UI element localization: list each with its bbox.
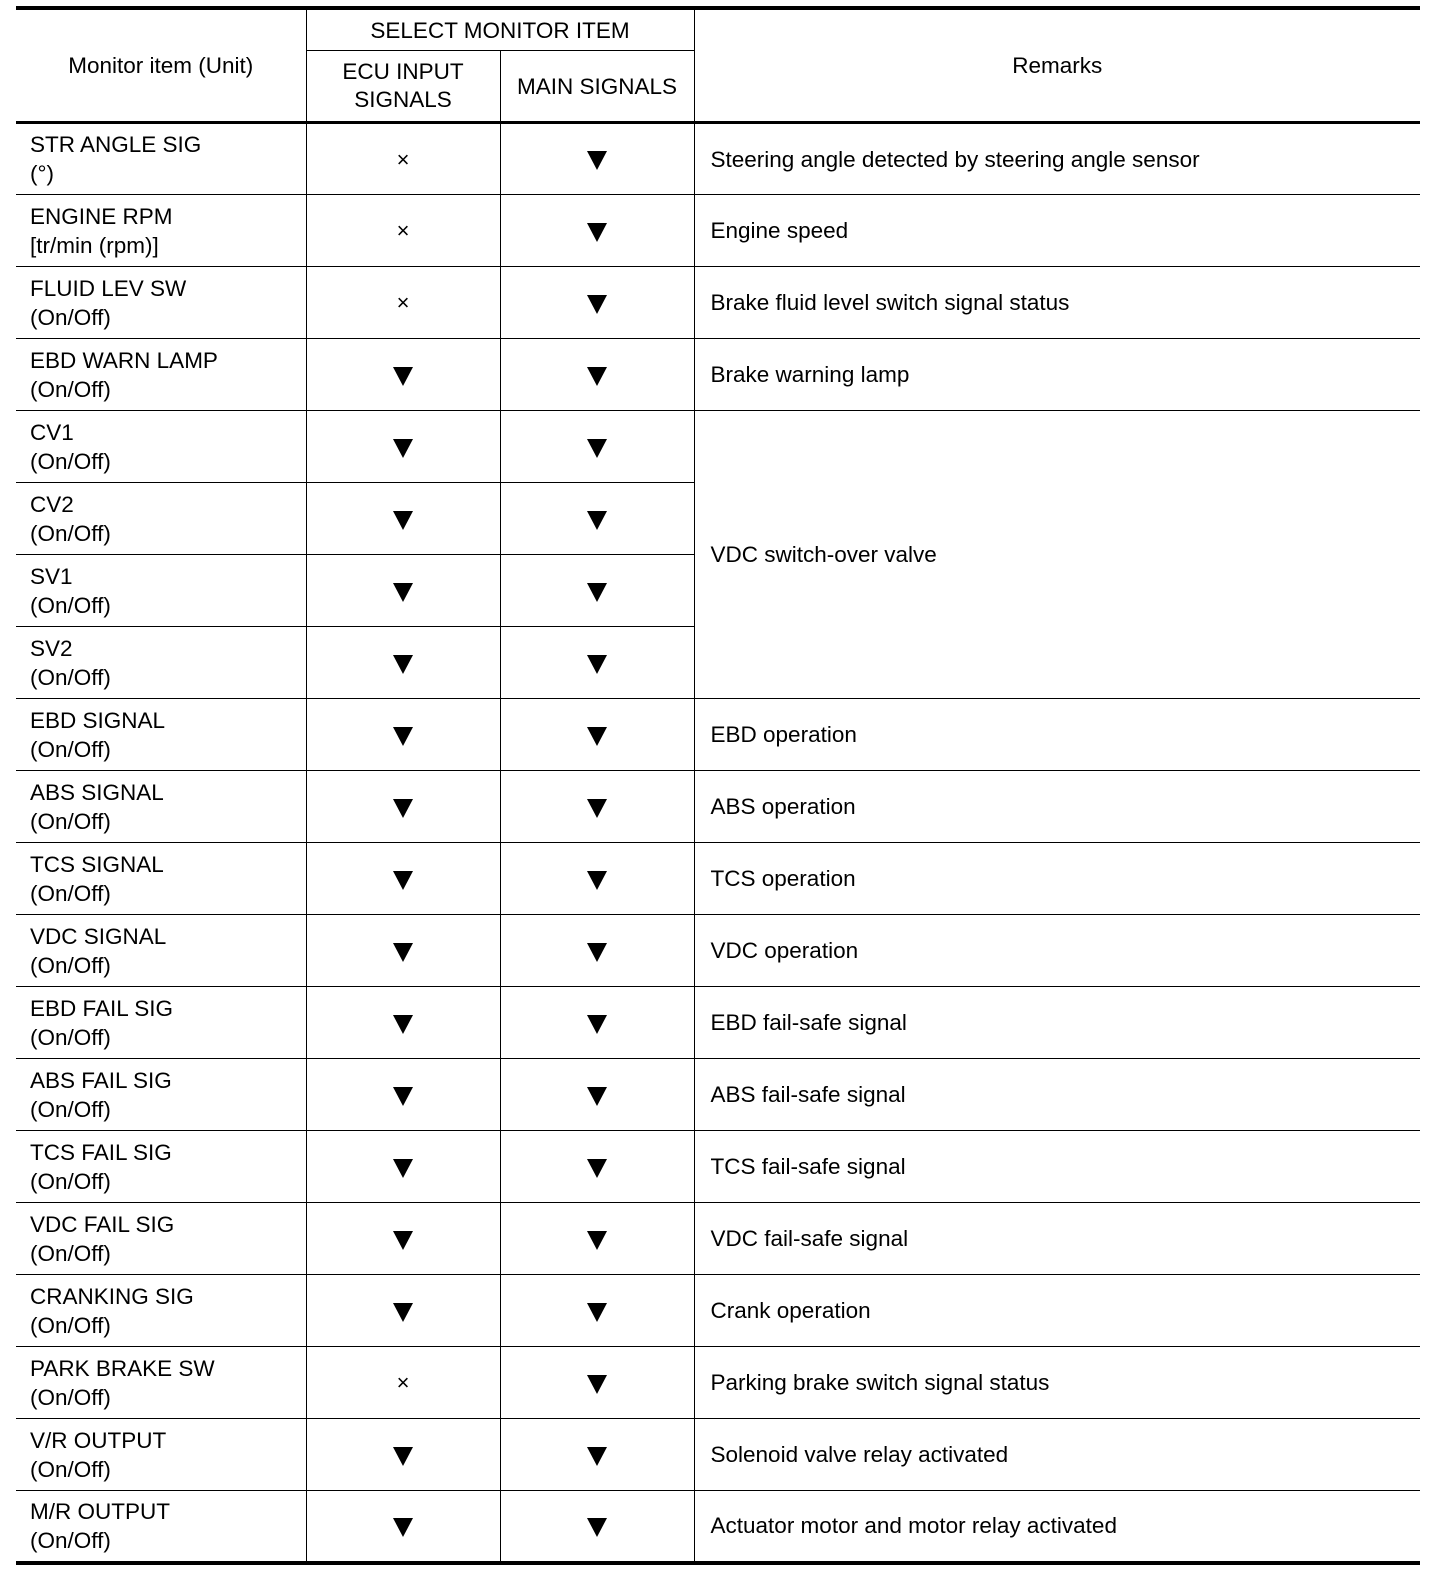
monitor-item-unit: (On/Off): [30, 520, 111, 546]
selected-triangle-icon: [587, 1159, 607, 1178]
ecu-input-mark-cell: [306, 123, 500, 195]
remark-cell: VDC switch-over valve: [694, 411, 1420, 699]
selected-triangle-icon: [587, 439, 607, 458]
selected-triangle-icon: [587, 1375, 607, 1394]
monitor-item-name: ENGINE RPM: [30, 203, 173, 229]
selected-triangle-icon: [587, 727, 607, 746]
table-row: [16, 123, 1420, 195]
monitor-item-name: EBD WARN LAMP: [30, 347, 218, 373]
ecu-input-mark-cell: [306, 411, 500, 483]
table-body: [16, 123, 1420, 1563]
table-row: [16, 843, 1420, 915]
monitor-item-unit: (On/Off): [30, 1240, 111, 1266]
selected-triangle-icon: [587, 655, 607, 674]
ecu-input-mark-cell: [306, 1275, 500, 1347]
main-signals-mark-cell: [500, 123, 694, 195]
monitor-item-cell: [16, 915, 306, 987]
selected-triangle-icon: [393, 1231, 413, 1250]
monitor-item-name: CRANKING SIG: [30, 1283, 194, 1309]
header-monitor-item: Monitor item (Unit): [16, 8, 306, 123]
table-row: [16, 1419, 1420, 1491]
monitor-item-table: [16, 6, 1420, 1565]
monitor-item-unit: (On/Off): [30, 448, 111, 474]
remark-cell: Crank operation: [694, 1275, 1420, 1347]
monitor-item-name: FLUID LEV SW: [30, 275, 187, 301]
monitor-item-unit: (On/Off): [30, 1384, 111, 1410]
main-signals-mark-cell: [500, 411, 694, 483]
remark-cell: Parking brake switch signal status: [694, 1347, 1420, 1419]
main-signals-mark-cell: [500, 699, 694, 771]
ecu-input-mark-cell: [306, 843, 500, 915]
monitor-item-cell: [16, 123, 306, 195]
ecu-input-mark-cell: [306, 1131, 500, 1203]
remark-cell: Solenoid valve relay activated: [694, 1419, 1420, 1491]
monitor-item-unit: (On/Off): [30, 880, 111, 906]
table-row: [16, 1131, 1420, 1203]
main-signals-mark-cell: [500, 1059, 694, 1131]
header-remarks: Remarks: [694, 8, 1420, 123]
selected-triangle-icon: [393, 1015, 413, 1034]
selected-triangle-icon: [587, 583, 607, 602]
remark-cell: VDC operation: [694, 915, 1420, 987]
remark-cell: Steering angle detected by steering angle sensor: [694, 123, 1420, 195]
ecu-input-mark-cell: [306, 483, 500, 555]
main-signals-mark-cell: [500, 1419, 694, 1491]
table-header-row: [16, 8, 1420, 51]
table-row: [16, 411, 1420, 483]
monitor-item-unit: (°): [30, 161, 54, 186]
main-signals-mark-cell: [500, 915, 694, 987]
remark-cell: Engine speed: [694, 195, 1420, 267]
main-signals-mark-cell: [500, 1131, 694, 1203]
remark-cell: EBD fail-safe signal: [694, 987, 1420, 1059]
selected-triangle-icon: [393, 655, 413, 674]
table-row: [16, 987, 1420, 1059]
main-signals-mark-cell: [500, 339, 694, 411]
remark-cell: ABS operation: [694, 771, 1420, 843]
header-ecu-input-signals: ECU INPUT SIGNALS: [306, 51, 500, 123]
ecu-input-mark-cell: [306, 771, 500, 843]
selected-triangle-icon: [587, 1231, 607, 1250]
monitor-item-name: EBD FAIL SIG: [30, 995, 173, 1021]
selected-triangle-icon: [587, 151, 607, 170]
table-row: [16, 195, 1420, 267]
monitor-item-cell: [16, 195, 306, 267]
selected-triangle-icon: [587, 1303, 607, 1322]
ecu-input-mark-cell: [306, 1203, 500, 1275]
monitor-item-name: PARK BRAKE SW: [30, 1355, 215, 1381]
monitor-item-name: VDC FAIL SIG: [30, 1211, 175, 1237]
monitor-item-name: SV2: [30, 635, 73, 661]
monitor-item-unit: (On/Off): [30, 1312, 111, 1338]
monitor-item-unit: (On/Off): [30, 736, 111, 762]
main-signals-mark-cell: [500, 627, 694, 699]
selected-triangle-icon: [393, 799, 413, 818]
selected-triangle-icon: [587, 1518, 607, 1537]
table-row: [16, 1491, 1420, 1563]
monitor-item-cell: [16, 1059, 306, 1131]
ecu-input-mark-cell: [306, 267, 500, 339]
monitor-item-name: VDC SIGNAL: [30, 923, 167, 949]
monitor-item-cell: [16, 411, 306, 483]
monitor-item-unit: (On/Off): [30, 1024, 111, 1050]
remark-cell: ABS fail-safe signal: [694, 1059, 1420, 1131]
monitor-item-cell: [16, 627, 306, 699]
table-row: [16, 339, 1420, 411]
monitor-item-cell: [16, 843, 306, 915]
selected-triangle-icon: [587, 1087, 607, 1106]
ecu-input-mark-cell: [306, 915, 500, 987]
monitor-item-unit: (On/Off): [30, 1456, 111, 1482]
ecu-input-mark-cell: [306, 1419, 500, 1491]
monitor-item-cell: [16, 1347, 306, 1419]
monitor-item-name: CV2: [30, 491, 74, 517]
selected-triangle-icon: [393, 1518, 413, 1537]
monitor-item-unit: (On/Off): [30, 1096, 111, 1122]
monitor-item-unit: (On/Off): [30, 808, 111, 834]
table-row: [16, 1347, 1420, 1419]
monitor-item-cell: [16, 987, 306, 1059]
header-main-signals: MAIN SIGNALS: [500, 51, 694, 123]
monitor-item-unit: (On/Off): [30, 376, 111, 402]
monitor-item-unit: (On/Off): [30, 952, 111, 978]
monitor-item-name: EBD SIGNAL: [30, 707, 166, 733]
table-row: [16, 915, 1420, 987]
monitor-item-name: ABS SIGNAL: [30, 779, 164, 805]
selected-triangle-icon: [393, 1447, 413, 1466]
selected-triangle-icon: [393, 367, 413, 386]
table-row: [16, 1059, 1420, 1131]
selected-triangle-icon: [393, 583, 413, 602]
main-signals-mark-cell: [500, 1347, 694, 1419]
selected-triangle-icon: [587, 799, 607, 818]
not-applicable-cross-icon: ×: [396, 1370, 410, 1395]
remark-cell: EBD operation: [694, 699, 1420, 771]
selected-triangle-icon: [587, 1015, 607, 1034]
main-signals-mark-cell: [500, 843, 694, 915]
main-signals-mark-cell: [500, 1275, 694, 1347]
remark-cell: VDC fail-safe signal: [694, 1203, 1420, 1275]
table-row: [16, 1203, 1420, 1275]
selected-triangle-icon: [393, 943, 413, 962]
header-select-monitor-item: SELECT MONITOR ITEM: [306, 8, 694, 51]
not-applicable-cross-icon: ×: [396, 290, 410, 315]
main-signals-mark-cell: [500, 555, 694, 627]
main-signals-mark-cell: [500, 1203, 694, 1275]
selected-triangle-icon: [393, 1303, 413, 1322]
selected-triangle-icon: [587, 367, 607, 386]
ecu-input-mark-cell: [306, 339, 500, 411]
monitor-item-cell: [16, 699, 306, 771]
monitor-item-name: SV1: [30, 563, 73, 589]
remark-cell: Brake fluid level switch signal status: [694, 267, 1420, 339]
monitor-item-name: V/R OUTPUT: [30, 1427, 167, 1453]
monitor-item-cell: [16, 339, 306, 411]
selected-triangle-icon: [587, 1447, 607, 1466]
monitor-item-name: TCS SIGNAL: [30, 851, 164, 877]
selected-triangle-icon: [393, 727, 413, 746]
table-row: [16, 771, 1420, 843]
remark-cell: Brake warning lamp: [694, 339, 1420, 411]
monitor-item-cell: [16, 483, 306, 555]
monitor-item-name: STR ANGLE SIG: [30, 132, 202, 157]
monitor-item-cell: [16, 555, 306, 627]
ecu-input-mark-cell: [306, 555, 500, 627]
ecu-input-mark-cell: [306, 699, 500, 771]
monitor-item-cell: [16, 1491, 306, 1563]
selected-triangle-icon: [587, 511, 607, 530]
selected-triangle-icon: [393, 439, 413, 458]
table-row: [16, 699, 1420, 771]
selected-triangle-icon: [587, 871, 607, 890]
selected-triangle-icon: [393, 1159, 413, 1178]
main-signals-mark-cell: [500, 267, 694, 339]
main-signals-mark-cell: [500, 483, 694, 555]
monitor-item-unit: (On/Off): [30, 664, 111, 690]
monitor-item-unit: (On/Off): [30, 592, 111, 618]
monitor-item-unit: [tr/min (rpm)]: [30, 232, 159, 258]
main-signals-mark-cell: [500, 771, 694, 843]
main-signals-mark-cell: [500, 1491, 694, 1563]
remark-cell: TCS fail-safe signal: [694, 1131, 1420, 1203]
ecu-input-mark-cell: [306, 1059, 500, 1131]
main-signals-mark-cell: [500, 195, 694, 267]
monitor-item-cell: [16, 1275, 306, 1347]
table-row: [16, 267, 1420, 339]
ecu-input-mark-cell: [306, 987, 500, 1059]
selected-triangle-icon: [393, 871, 413, 890]
monitor-item-cell: [16, 1131, 306, 1203]
ecu-input-mark-cell: [306, 1347, 500, 1419]
selected-triangle-icon: [587, 295, 607, 314]
selected-triangle-icon: [393, 1087, 413, 1106]
table-row: [16, 1275, 1420, 1347]
ecu-input-mark-cell: [306, 1491, 500, 1563]
selected-triangle-icon: [393, 511, 413, 530]
monitor-item-cell: [16, 1419, 306, 1491]
monitor-item-name: M/R OUTPUT: [30, 1498, 170, 1524]
ecu-input-mark-cell: [306, 195, 500, 267]
ecu-input-mark-cell: [306, 627, 500, 699]
monitor-item-name: CV1: [30, 419, 74, 445]
monitor-item-name: TCS FAIL SIG: [30, 1139, 172, 1165]
monitor-item-cell: [16, 771, 306, 843]
main-signals-mark-cell: [500, 987, 694, 1059]
not-applicable-cross-icon: ×: [396, 146, 410, 172]
monitor-item-name: ABS FAIL SIG: [30, 1067, 172, 1093]
monitor-item-unit: (On/Off): [30, 1168, 111, 1194]
monitor-item-unit: (On/Off): [30, 304, 111, 330]
remark-cell: Actuator motor and motor relay activated: [694, 1491, 1420, 1563]
selected-triangle-icon: [587, 943, 607, 962]
monitor-item-cell: [16, 267, 306, 339]
monitor-item-unit: (On/Off): [30, 1527, 111, 1553]
not-applicable-cross-icon: ×: [396, 218, 410, 243]
monitor-item-cell: [16, 1203, 306, 1275]
remark-cell: TCS operation: [694, 843, 1420, 915]
selected-triangle-icon: [587, 223, 607, 242]
